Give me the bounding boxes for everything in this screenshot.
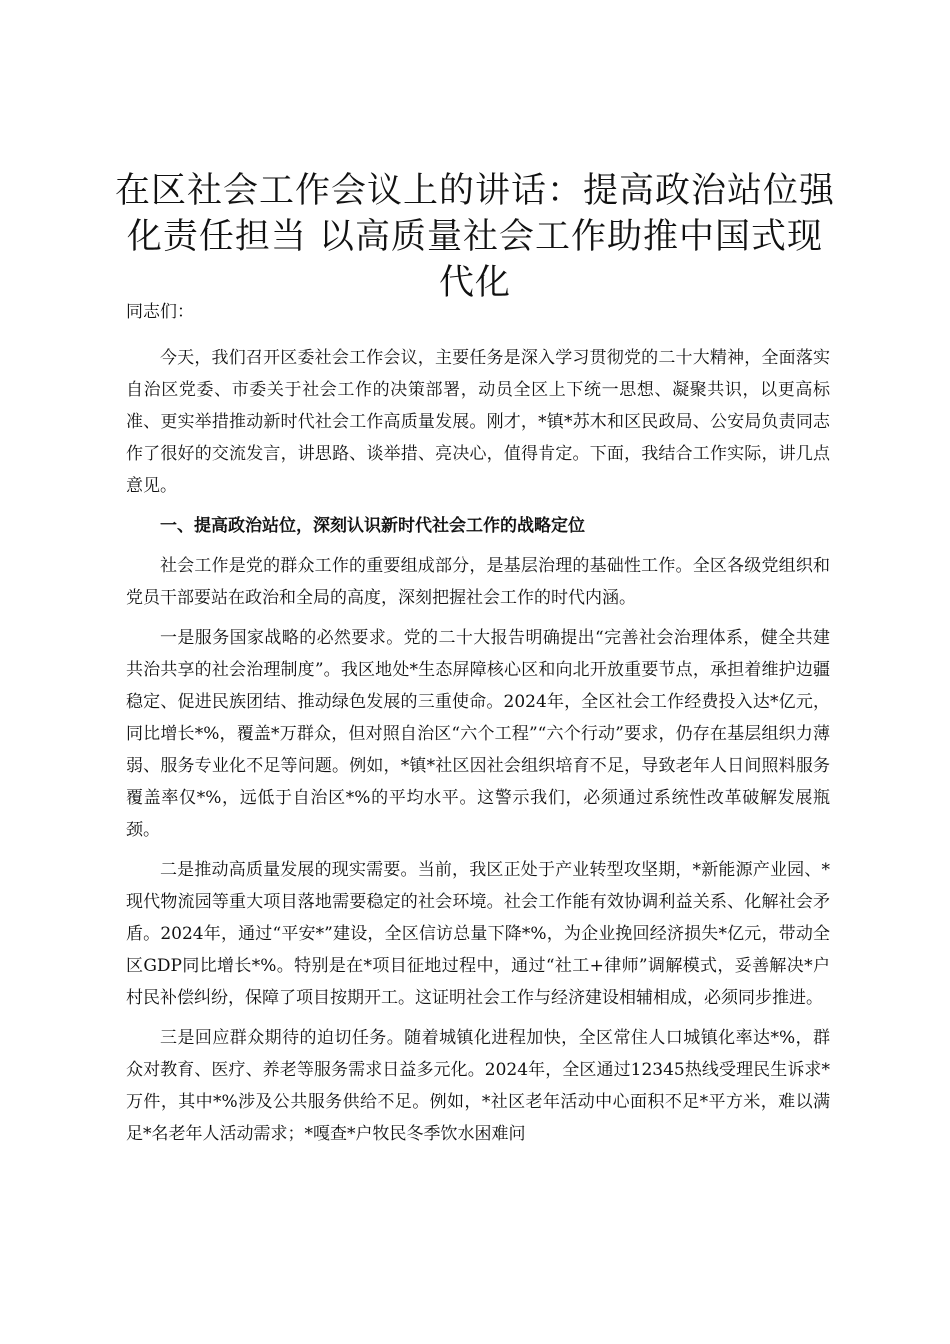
section-heading-1: 一、提高政治站位，深刻认识新时代社会工作的战略定位 xyxy=(160,516,585,536)
paragraph-intro: 今天，我们召开区委社会工作会议，主要任务是深入学习贯彻党的二十大精神，全面落实自治区党委、市委关于社会工作的决策部署，动员全区上下统一思想、凝聚共识，以更高标准、更实举措推动新时代社会工作高质量发展。刚才，*镇*苏木和区民政局、公安局负责同志作了很好的交流发言，讲思路、谈举措、亮决心，值得肯定。下面，我结合工作实际，讲几点意见。 xyxy=(126,348,830,496)
document-body xyxy=(126,296,830,1158)
document-title: 在区社会工作会议上的讲话：提高政治站位强化责任担当 以高质量社会工作助推中国式现代化 xyxy=(114,171,835,303)
paragraph-point-3: 三是回应群众期待的迫切任务。随着城镇化进程加快，全区常住人口城镇化率达*%，群众对教育、医疗、养老等服务需求日益多元化。2024年，全区通过12345热线受理民生诉求*万件，其中*%涉及公共服务供给不足。例如，*社区老年活动中心面积不足*平方米，难以满足*名老年人活动需求；*嘎查*户牧民冬季饮水困难问 xyxy=(126,1028,830,1144)
salutation: 同志们： xyxy=(126,302,194,322)
paragraph-point-1: 一是服务国家战略的必然要求。党的二十大报告明确提出“完善社会治理体系，健全共建共治共享的社会治理制度”。我区地处*生态屏障核心区和向北开放重要节点，承担着维护边疆稳定、促进民族团结、推动绿色发展的三重使命。2024年，全区社会工作经费投入达*亿元，同比增长*%，覆盖*万群众，但对照自治区“六个工程”“六个行动”要求，仍存在基层组织力薄弱、服务专业化不足等问题。例如，*镇*社区因社会组织培育不足，导致老年人日间照料服务覆盖率仅*%，远低于自治区*%的平均水平。这警示我们，必须通过系统性改革破解发展瓶颈。 xyxy=(126,628,830,840)
paragraph-section-1-intro: 社会工作是党的群众工作的重要组成部分，是基层治理的基础性工作。全区各级党组织和党员干部要站在政治和全局的高度，深刻把握社会工作的时代内涵。 xyxy=(126,556,830,608)
paragraph-point-2: 二是推动高质量发展的现实需要。当前，我区正处于产业转型攻坚期，*新能源产业园、*现代物流园等重大项目落地需要稳定的社会环境。社会工作能有效协调利益关系、化解社会矛盾。2024年，通过“平安*”建设，全区信访总量下降*%，为企业挽回经济损失*亿元，带动全区GDP同比增长*%。特别是在*项目征地过程中，通过“社工+律师”调解模式，妥善解决*户村民补偿纠纷，保障了项目按期开工。这证明社会工作与经济建设相辅相成，必须同步推进。 xyxy=(126,860,830,1008)
